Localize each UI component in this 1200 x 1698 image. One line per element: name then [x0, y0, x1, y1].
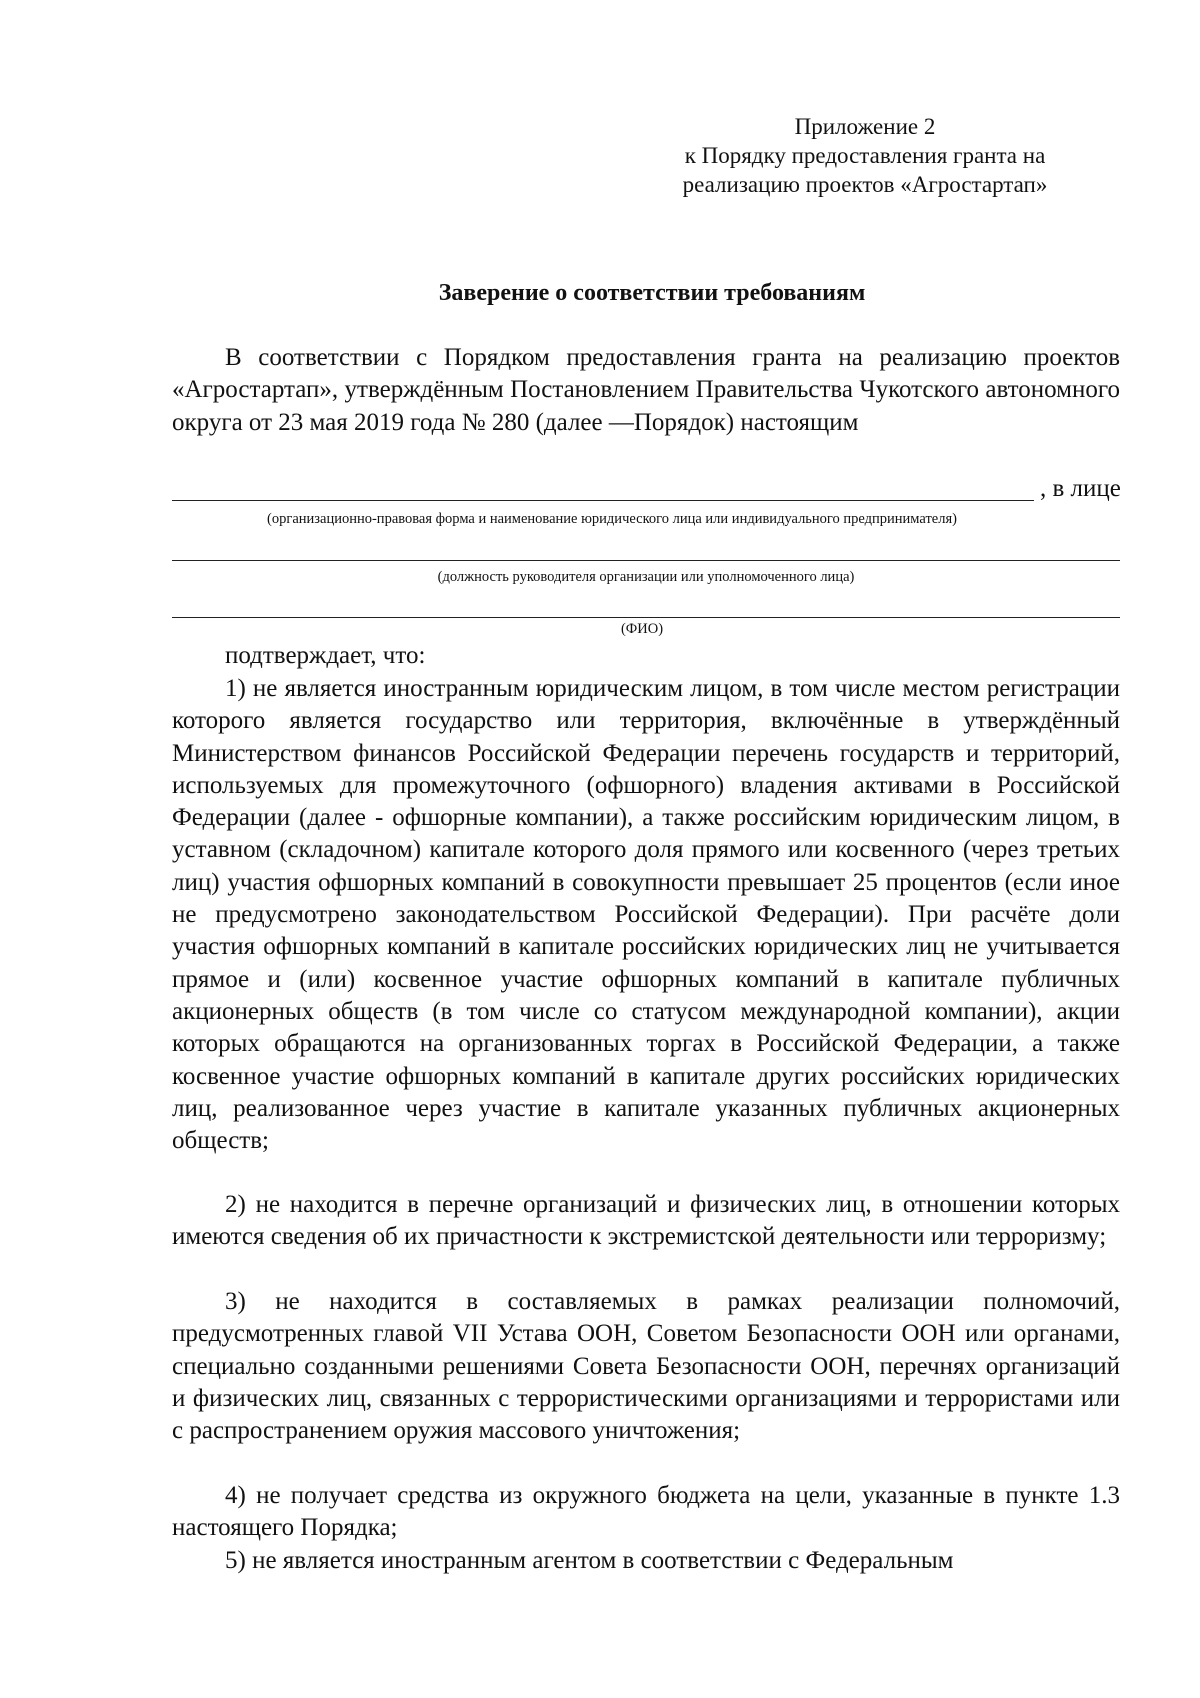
confirms-text: подтверждает, что:	[225, 642, 426, 669]
org-name-caption: (организационно-правовая форма и наименование юридического лица или индивидуального предпринимателя)	[267, 511, 957, 527]
v-lice-label: , в лице	[1040, 475, 1121, 502]
fio-caption: (ФИО)	[620, 621, 664, 637]
item-1: 1) не является иностранным юридическим лицом, в том числе местом регистрации которого является государство или территория, включённые в утверждённый Министерством финансов Российской Федерации перечень государств и территорий, используемых для промежуточного (офшорного) владения активами в Российской Федерации (далее - офшорные компании), а также российским юридическим лицом, в уставном (складочном) капитале которого доля прямого или косвенного (через третьих лиц) участия офшорных компаний в совокупности превышает 25 процентов (если иное не предусмотрено законодательством Российской Федерации). При расчёте доли участия офшорных компаний в капитале российских юридических лиц не учитывается прямое и (или) косвенное участие офшорных компаний в капитале публичных акционерных обществ (в том числе со статусом международной компании), акции которых обращаются на организованных торгах в Российской Федерации, а также косвенное участие офшорных компаний в капитале других российских юридических лиц, реализованное через участие в капитале указанных публичных акционерных обществ;	[172, 675, 1120, 1155]
position-caption: (должность руководителя организации или уполномоченного лица)	[437, 569, 855, 585]
appendix-line-3: реализацию проектов «Агростартап»	[682, 172, 1048, 197]
item-3: 3) не находится в составляемых в рамках реализации полномочий, предусмотренных главой VII Устава ООН, Советом Безопасности ООН или органами, специально созданными решениями Совета Безопасности ООН, перечнях организаций и физических лиц, связанных с террористическими организациями и террористами или с распространением оружия массового уничтожения;	[172, 1288, 1120, 1445]
appendix-header	[655, 112, 1075, 199]
position-line	[172, 560, 1120, 561]
intro-paragraph: В соответствии с Порядком предоставления гранта на реализацию проектов «Агростартап», утверждённым Постановлением Правительства Чукотского автономного округа от 23 мая 2019 года № 280 (далее —Порядок) настоящим	[172, 344, 1120, 436]
item-2: 2) не находится в перечне организаций и физических лиц, в отношении которых имеются сведения об их причастности к экстремистской деятельности или терроризму;	[172, 1191, 1120, 1251]
org-name-line	[172, 500, 1034, 501]
item-4: 4) не получает средства из окружного бюджета на цели, указанные в пункте 1.3 настоящего Порядка;	[172, 1482, 1120, 1542]
item-5: 5) не является иностранным агентом в соответствии с Федеральным	[225, 1547, 954, 1574]
document-title: Заверение о соответствии требованиям	[438, 280, 866, 306]
fio-line	[172, 617, 1120, 618]
appendix-line-1: Приложение 2	[794, 114, 936, 139]
appendix-line-2: к Порядку предоставления гранта на	[684, 143, 1046, 168]
